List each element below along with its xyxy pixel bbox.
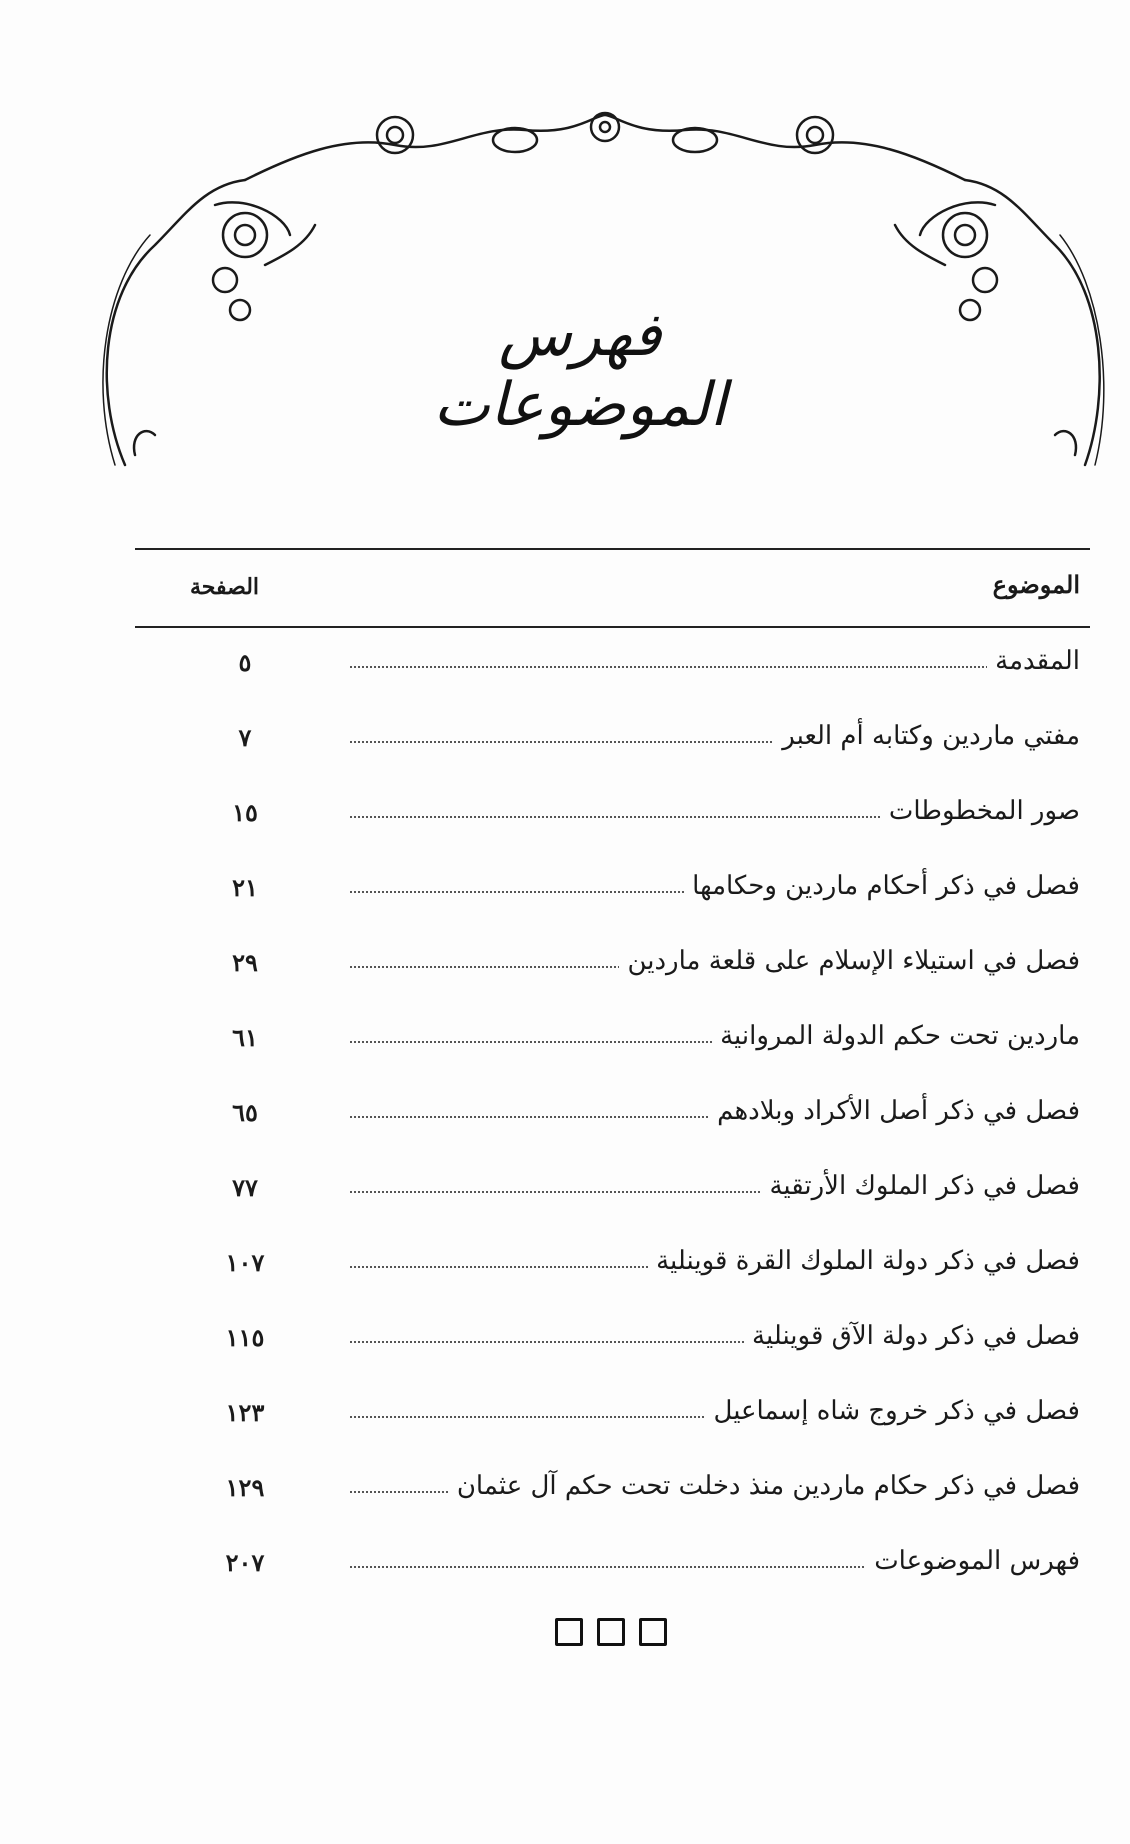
entry-page-number: ١٢٣	[225, 1398, 265, 1427]
toc-entry[interactable]	[135, 1153, 1090, 1228]
entry-title: فصل في ذكر أصل الأكراد وبلادهم	[709, 1096, 1080, 1126]
page-column-header: الصفحة	[190, 574, 260, 600]
entry-title: فصل في ذكر دولة الآق قوينلية	[744, 1321, 1080, 1351]
toc-entry[interactable]	[135, 1003, 1090, 1078]
entry-page-number: ٦٥	[232, 1098, 258, 1127]
toc-entry[interactable]	[135, 1528, 1090, 1603]
entry-title: ماردين تحت حكم الدولة المروانية	[712, 1021, 1080, 1051]
toc-entry[interactable]	[135, 1228, 1090, 1303]
toc-entry[interactable]	[135, 1303, 1090, 1378]
entry-title: فصل في ذكر خروج شاه إسماعيل	[706, 1396, 1081, 1426]
entry-title: فصل في استيلاء الإسلام على قلعة ماردين	[619, 946, 1080, 976]
entry-page-number: ٦١	[232, 1023, 258, 1052]
square-end-mark-icon	[555, 1618, 583, 1646]
toc-entry[interactable]	[135, 1378, 1090, 1453]
entry-page-number: ١٥	[232, 798, 258, 827]
entry-page-number: ٢٠٧	[225, 1548, 265, 1577]
entry-page-number: ٥	[238, 648, 252, 677]
section-end-marks	[555, 1618, 667, 1646]
entry-title: فهرس الموضوعات	[866, 1546, 1080, 1576]
toc-entry[interactable]	[135, 628, 1090, 703]
toc-entries	[135, 628, 1090, 1603]
topic-column-header: الموضوع	[992, 570, 1080, 599]
entry-title: مفتي ماردين وكتابه أم العبر	[774, 721, 1080, 751]
entry-title: فصل في ذكر أحكام ماردين وحكامها	[684, 871, 1080, 901]
square-end-mark-icon	[597, 1618, 625, 1646]
entry-title: المقدمة	[987, 646, 1080, 676]
table-of-contents	[135, 548, 1090, 1603]
entry-page-number: ٧٧	[232, 1173, 258, 1202]
toc-header-row	[135, 550, 1090, 626]
entry-page-number: ٧	[238, 723, 252, 752]
entry-title: فصل في ذكر الملوك الأرتقية	[761, 1171, 1080, 1201]
toc-entry[interactable]	[135, 853, 1090, 928]
entry-page-number: ٢١	[232, 873, 258, 902]
toc-entry[interactable]	[135, 1078, 1090, 1153]
entry-page-number: ١٠٧	[225, 1248, 265, 1277]
entry-title: فصل في ذكر حكام ماردين منذ دخلت تحت حكم آل عثمان	[449, 1471, 1080, 1501]
entry-title: فصل في ذكر دولة الملوك القرة قوينلية	[648, 1246, 1080, 1276]
toc-entry[interactable]	[135, 1453, 1090, 1528]
entry-title: صور المخطوطات	[881, 796, 1080, 826]
toc-entry[interactable]	[135, 778, 1090, 853]
toc-entry[interactable]	[135, 928, 1090, 1003]
leader-dots	[350, 666, 1080, 668]
entry-page-number: ١٢٩	[225, 1473, 265, 1502]
entry-page-number: ١١٥	[225, 1323, 265, 1352]
square-end-mark-icon	[639, 1618, 667, 1646]
entry-page-number: ٢٩	[232, 948, 258, 977]
toc-entry[interactable]	[135, 703, 1090, 778]
page-title: فهرس الموضوعات	[433, 300, 727, 440]
